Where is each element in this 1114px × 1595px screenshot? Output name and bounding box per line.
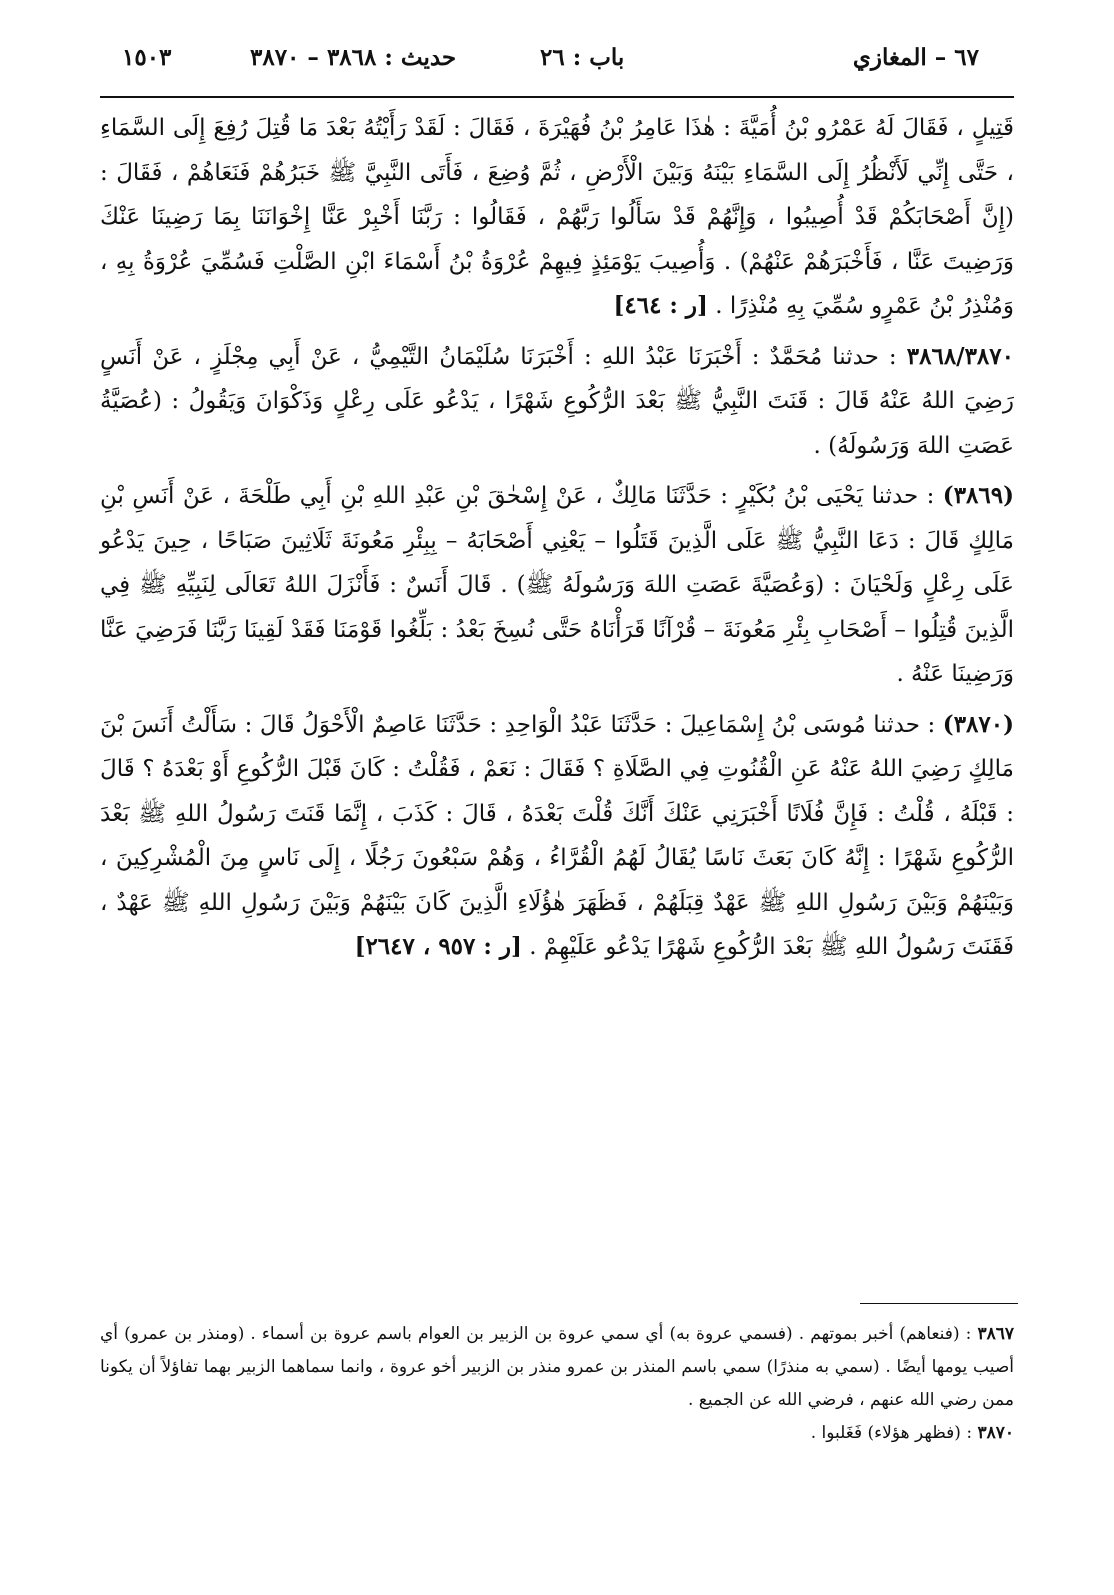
footnote-number: ٣٨٧٠ — [977, 1423, 1014, 1443]
page-number: ١٥٠٣ — [122, 44, 172, 71]
cross-reference: [ر : ٩٥٧ ، ٢٦٤٧] — [354, 933, 522, 960]
footnote-3867 — [100, 1318, 1014, 1417]
footnote-rule — [860, 1303, 1018, 1304]
cross-reference: [ر : ٤٦٤] — [613, 292, 708, 319]
chapter-title: ٦٧ – المغازي — [852, 44, 979, 71]
footnote-3870 — [100, 1417, 1014, 1450]
hadith-3870 — [100, 703, 1014, 970]
footnote-text: : (فنعاهم) أخبر بموتهم . (فسمي عروة به) أي سمي عروة بن الزبير بن العوام باسم عروة بن أسماء . (ومنذر بن عمرو) أي أصيب يومها أيضًا . (سمي به منذرًا) سمي باسم المنذر بن عمرو منذر بن الزبير أخو عروة ، وانما سماهما الزبير بهما تفاؤلاً أن يكونا ممن رضي الله عنهم ، فرضي الله عن الجميع . — [100, 1324, 1014, 1410]
header-rule — [100, 96, 1014, 98]
footnote-text: : (فظهر هؤلاء) فَغَلبوا . — [810, 1423, 973, 1443]
hadith-number: (٣٨٦٩) — [942, 482, 1014, 509]
hadith-range: حديث : ٣٨٦٨ – ٣٨٧٠ — [250, 44, 457, 71]
footnote-number: ٣٨٦٧ — [977, 1324, 1015, 1344]
footnotes — [100, 1318, 1014, 1450]
hadith-3869 — [100, 474, 1014, 697]
paragraph-text: قَتِيلٍ ، فَقَالَ لَهُ عَمْرُو بْنُ أُمَيَّةَ : هٰذَا عَامِرُ بْنُ فُهَيْرَةَ ، فَقَالَ : لَقَدْ رَأَيْتُهُ بَعْدَ مَا قُتِلَ رُفِعَ إِلَى السَّمَاءِ ، حَتَّى إِنِّي لَأَنْظُرُ إِلَى السَّمَاءِ بَيْنَهُ وَبَيْنَ الْأَرْضِ ، ثُمَّ وُضِعَ ، فَأَتَى النَّبِيَّ ﷺ خَبَرُهُمْ فَنَعَاهُمْ ، فَقَالَ : (إِنَّ أَصْحَابَكُمْ قَدْ أُصِيبُوا ، وَإِنَّهُمْ قَدْ سَأَلُوا رَبَّهُمْ ، فَقَالُوا : رَبَّنَا أَخْبِرْ عَنَّا إِخْوَانَنَا بِمَا رَضِينَا عَنْكَ وَرَضِيتَ عَنَّا ، فَأَخْبَرَهُمْ عَنْهُمْ) . وَأُصِيبَ يَوْمَئِذٍ فِيهِمْ عُرْوَةُ بْنُ أَسْمَاءَ ابْنِ الصَّلْتِ فَسُمِّيَ عُرْوَةُ بِهِ ، وَمُنْذِرُ بْنُ عَمْرٍو سُمِّيَ بِهِ مُنْذِرًا . — [100, 115, 1014, 319]
running-header — [100, 30, 1014, 90]
bab-label: باب : ٢٦ — [540, 44, 625, 71]
hadith-text: : حدثنا مُوسَى بْنُ إِسْمَاعِيلَ : حَدَّثَنَا عَبْدُ الْوَاحِدِ : حَدَّثَنَا عَاصِمٌ الْأَحْوَلُ قَالَ : سَأَلْتُ أَنَسَ بْنَ مَالِكٍ رَضِيَ اللهُ عَنْهُ عَنِ الْقُنُوتِ فِي الصَّلَاةِ ؟ فَقَالَ : نَعَمْ ، فَقُلْتُ : كَانَ قَبْلَ الرُّكُوعِ أَوْ بَعْدَهُ ؟ قَالَ : قَبْلَهُ ، قُلْتُ : فَإِنَّ فُلَانًا أَخْبَرَنِي عَنْكَ أَنَّكَ قُلْتَ بَعْدَهُ ، قَالَ : كَذَبَ ، إِنَّمَا قَنَتَ رَسُولُ اللهِ ﷺ بَعْدَ الرُّكُوعِ شَهْرًا : إِنَّهُ كَانَ بَعَثَ نَاسًا يُقَالُ لَهُمُ الْقُرَّاءُ ، وَهُمْ سَبْعُونَ رَجُلًا ، إِلَى نَاسٍ مِنَ الْمُشْرِكِينَ ، وَبَيْنَهُمْ وَبَيْنَ رَسُولِ اللهِ ﷺ عَهْدٌ قِبَلَهُمْ ، فَظَهَرَ هٰؤُلَاءِ الَّذِينَ كَانَ بَيْنَهُمْ وَبَيْنَ رَسُولِ اللهِ ﷺ عَهْدٌ ، فَقَنَتَ رَسُولُ اللهِ ﷺ بَعْدَ الرُّكُوعِ شَهْرًا يَدْعُو عَلَيْهِمْ . — [100, 711, 1014, 960]
paragraph-continuation — [100, 106, 1014, 329]
hadith-text: : حدثنا يَحْيَى بْنُ بُكَيْرٍ : حَدَّثَنَا مَالِكٌ ، عَنْ إِسْحٰقَ بْنِ عَبْدِ اللهِ بْنِ أَبِي طَلْحَةَ ، عَنْ أَنَسِ بْنِ مَالِكٍ قَالَ : دَعَا النَّبِيُّ ﷺ عَلَى الَّذِينَ قَتَلُوا – يَعْنِي أَصْحَابَهُ – بِبِئْرِ مَعُونَةَ ثَلَاثِينَ صَبَاحًا ، حِينَ يَدْعُو عَلَى رِعْلٍ وَلَحْيَانَ : (وَعُصَيَّةَ عَصَتِ اللهَ وَرَسُولَهُ ﷺ) . قَالَ أَنَسٌ : فَأَنْزَلَ اللهُ تَعَالَى لِنَبِيِّهِ ﷺ فِي الَّذِينَ قُتِلُوا – أَصْحَابِ بِئْرِ مَعُونَةَ – قُرْآنًا قَرَأْنَاهُ حَتَّى نُسِخَ بَعْدُ : بَلِّغُوا قَوْمَنَا فَقَدْ لَقِينَا رَبَّنَا فَرَضِيَ عَنَّا وَرَضِينَا عَنْهُ . — [100, 483, 1014, 687]
hadith-number: (٣٨٧٠) — [942, 710, 1014, 738]
hadith-text: : حدثنا مُحَمَّدٌ : أَخْبَرَنَا عَبْدُ اللهِ : أَخْبَرَنَا سُلَيْمَانُ التَّيْمِيُّ ، عَنْ أَبِي مِجْلَزٍ ، عَنْ أَنَسٍ رَضِيَ اللهُ عَنْهُ قَالَ : قَنَتَ النَّبِيُّ ﷺ بَعْدَ الرُّكُوعِ شَهْرًا ، يَدْعُو عَلَى رِعْلٍ وَذَكْوَانَ وَيَقُولُ : (عُصَيَّةُ عَصَتِ اللهَ وَرَسُولَهُ) . — [100, 343, 1014, 459]
hadith-3868-3870 — [100, 335, 1014, 469]
main-text — [100, 106, 1014, 970]
hadith-number: ٣٨٦٨/٣٨٧٠ — [906, 342, 1014, 370]
